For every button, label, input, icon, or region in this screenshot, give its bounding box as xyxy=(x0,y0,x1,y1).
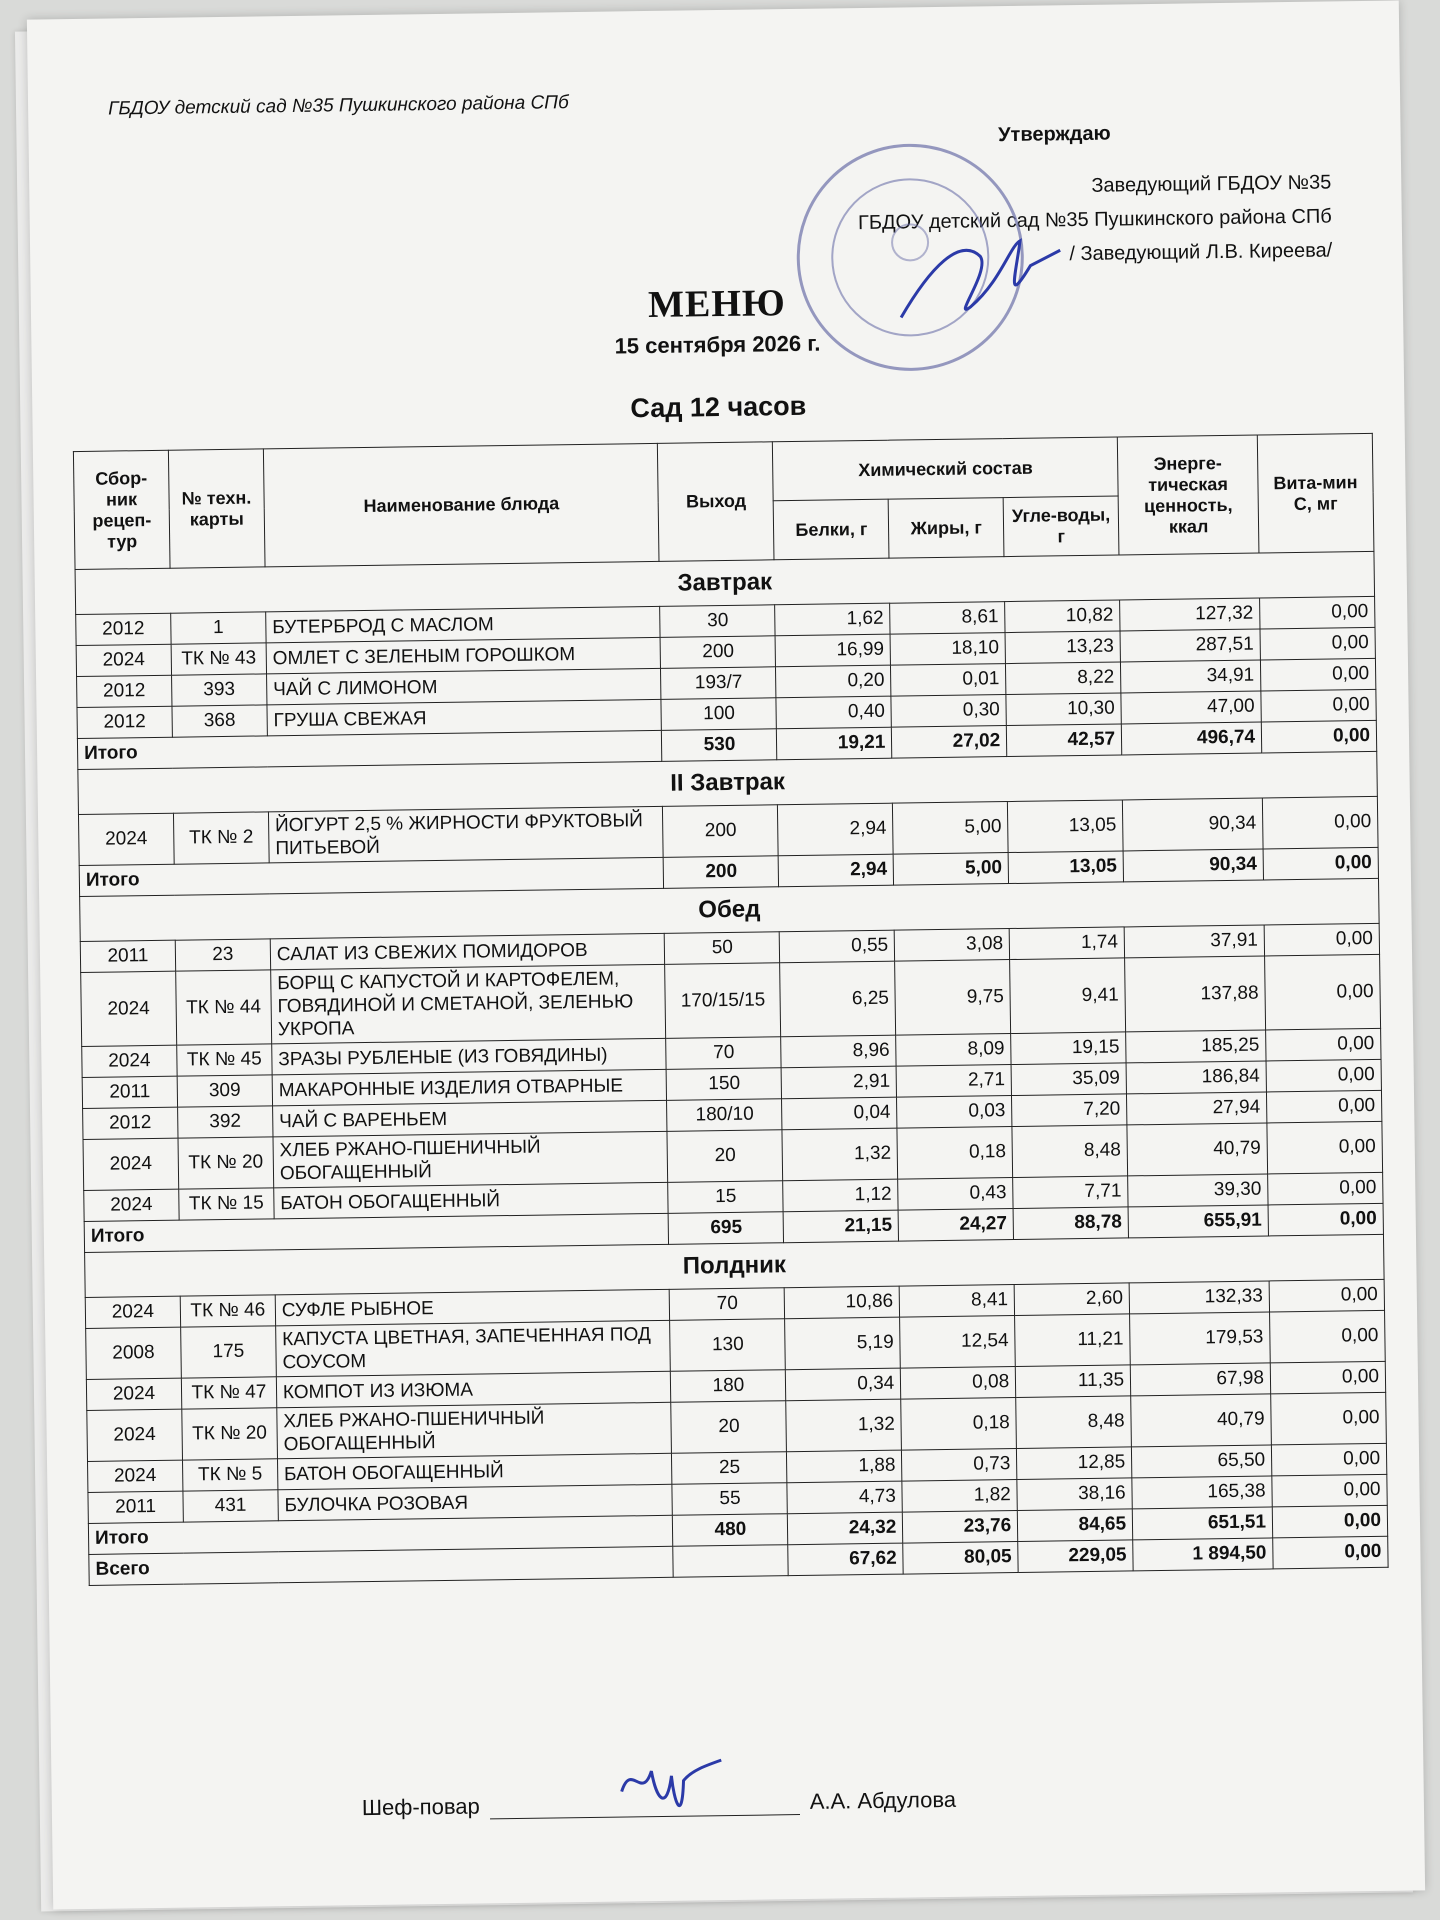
approve-line: / Заведующий Л.В. Киреева/ xyxy=(1069,239,1333,266)
table-cell: 50 xyxy=(665,932,780,965)
table-cell: 13,23 xyxy=(1005,631,1120,664)
total-cell: 27,02 xyxy=(892,726,1007,759)
table-cell: 392 xyxy=(178,1106,273,1138)
header-yield: Выход xyxy=(658,442,775,562)
table-cell: ЗРАЗЫ РУБЛЕНЫЕ (ИЗ ГОВЯДИНЫ) xyxy=(272,1038,667,1075)
table-cell: 9,41 xyxy=(1010,958,1126,1034)
section-title: II Завтрак xyxy=(78,751,1378,814)
grand-total-cell: 67,62 xyxy=(788,1543,903,1576)
header-chemical: Химический состав xyxy=(773,437,1119,501)
table-cell: 368 xyxy=(172,705,267,737)
table-cell: 180 xyxy=(671,1370,786,1403)
table-cell: 2024 xyxy=(76,644,171,676)
section-title: Полдник xyxy=(85,1234,1385,1297)
table-cell: 2024 xyxy=(85,1296,180,1328)
table-cell: 0,01 xyxy=(891,664,1006,697)
total-cell: 5,00 xyxy=(893,853,1008,886)
table-cell: БАТОН ОБОГАЩЕННЫЙ xyxy=(277,1453,672,1490)
table-cell: 34,91 xyxy=(1121,660,1261,693)
menu-table xyxy=(73,433,1389,1586)
table-cell: 2,91 xyxy=(781,1066,896,1099)
grand-total-cell: 0,00 xyxy=(1273,1536,1388,1569)
total-cell: 24,27 xyxy=(898,1209,1013,1242)
table-cell: 1,74 xyxy=(1009,927,1124,960)
table-cell: 0,00 xyxy=(1271,1443,1386,1476)
table-cell: 38,16 xyxy=(1017,1478,1132,1511)
table-cell: 3,08 xyxy=(894,929,1009,962)
table-cell: 2024 xyxy=(86,1378,181,1410)
table-cell: 0,00 xyxy=(1261,689,1376,722)
table-cell: 2024 xyxy=(81,971,177,1046)
table-cell: ТК № 20 xyxy=(182,1408,278,1460)
total-cell: 651,51 xyxy=(1132,1507,1272,1540)
table-cell: 35,09 xyxy=(1011,1063,1126,1096)
table-cell: ТК № 2 xyxy=(173,812,269,864)
table-cell: 0,00 xyxy=(1269,1279,1384,1312)
table-cell: 2024 xyxy=(83,1138,179,1190)
table-cell: 175 xyxy=(181,1326,277,1378)
table-cell: 0,00 xyxy=(1267,1121,1383,1174)
total-cell: 0,00 xyxy=(1263,847,1378,880)
table-cell: 179,53 xyxy=(1130,1312,1271,1365)
table-cell: 16,99 xyxy=(775,634,890,667)
table-cell: 70 xyxy=(670,1288,785,1321)
table-cell: БУТЕРБРОД С МАСЛОМ xyxy=(266,606,661,643)
table-cell: 20 xyxy=(667,1130,783,1183)
total-label: Итого xyxy=(79,857,664,896)
table-cell: 1,32 xyxy=(786,1399,902,1452)
table-cell: 0,00 xyxy=(1262,796,1378,849)
document-sheet xyxy=(27,1,1425,1910)
table-cell: 0,04 xyxy=(782,1097,897,1130)
table-cell: ТК № 20 xyxy=(178,1137,274,1189)
table-cell: 37,91 xyxy=(1124,925,1264,958)
table-cell: 0,55 xyxy=(780,930,895,963)
table-cell: ТК № 5 xyxy=(182,1459,277,1491)
table-cell: 185,25 xyxy=(1126,1030,1266,1063)
table-cell: 90,34 xyxy=(1122,798,1263,851)
table-cell: БОРЩ С КАПУСТОЙ И КАРТОФЕЛЕМ, ГОВЯДИНОЙ И СМЕТАНОЙ, ЗЕЛЕНЬЮ УКРОПА xyxy=(271,964,667,1044)
table-cell: 2012 xyxy=(77,675,172,707)
table-cell: 8,41 xyxy=(899,1285,1014,1318)
table-cell: 0,43 xyxy=(898,1178,1013,1211)
table-cell: 9,75 xyxy=(895,960,1011,1036)
table-cell: 186,84 xyxy=(1126,1061,1266,1094)
table-cell: 0,00 xyxy=(1266,1059,1381,1092)
table-cell: 10,30 xyxy=(1006,693,1121,726)
section-title: Завтрак xyxy=(75,551,1375,614)
table-cell: 0,30 xyxy=(891,695,1006,728)
table-cell: 193/7 xyxy=(661,667,776,700)
table-cell: 8,48 xyxy=(1016,1396,1132,1449)
grand-total-cell: 1 894,50 xyxy=(1133,1538,1273,1571)
total-cell: 2,94 xyxy=(779,854,894,887)
total-cell: 13,05 xyxy=(1008,851,1123,884)
total-cell: 0,00 xyxy=(1268,1203,1383,1236)
table-cell: 165,38 xyxy=(1132,1476,1272,1509)
table-cell: 2024 xyxy=(78,813,174,865)
table-cell: ЧАЙ С ЛИМОНОМ xyxy=(266,668,661,705)
table-cell: 2012 xyxy=(76,613,171,645)
table-cell: 2024 xyxy=(87,1409,183,1461)
table-cell: 0,00 xyxy=(1260,658,1375,691)
header-energy: Энерге-тическая ценность, ккал xyxy=(1117,435,1259,555)
table-cell: 2012 xyxy=(77,706,172,738)
table-cell: ЧАЙ С ВАРЕНЬЕМ xyxy=(272,1100,667,1137)
grand-total-cell: 229,05 xyxy=(1018,1540,1133,1573)
table-cell: 0,08 xyxy=(901,1366,1016,1399)
table-cell: 8,09 xyxy=(896,1034,1011,1067)
table-cell: ТК № 47 xyxy=(181,1377,276,1409)
table-cell: БАТОН ОБОГАЩЕННЫЙ xyxy=(274,1182,669,1219)
table-cell: 8,22 xyxy=(1006,662,1121,695)
menu-date: 15 сентября 2026 г. xyxy=(614,330,821,359)
table-cell: 2011 xyxy=(82,1076,177,1108)
header-card-number: № техн. карты xyxy=(168,449,265,568)
table-cell: 2,71 xyxy=(896,1065,1011,1098)
page-title: МЕНЮ xyxy=(647,282,786,327)
table-cell: 19,15 xyxy=(1011,1032,1126,1065)
table-cell: 2011 xyxy=(88,1491,183,1523)
chef-name: А.А. Абдулова xyxy=(809,1786,957,1814)
total-label: Итого xyxy=(77,730,662,769)
table-cell: МАКАРОННЫЕ ИЗДЕЛИЯ ОТВАРНЫЕ xyxy=(272,1069,667,1106)
table-cell: СУФЛЕ РЫБНОЕ xyxy=(275,1289,670,1326)
table-cell: 10,86 xyxy=(785,1286,900,1319)
table-cell: 1,62 xyxy=(775,603,890,636)
total-cell: 90,34 xyxy=(1123,849,1263,882)
total-label: Итого xyxy=(84,1213,669,1252)
table-cell: 1,12 xyxy=(783,1179,898,1212)
table-cell: 10,82 xyxy=(1005,600,1120,633)
table-cell: 2024 xyxy=(84,1189,179,1221)
table-cell: 55 xyxy=(672,1483,787,1516)
table-cell: БУЛОЧКА РОЗОВАЯ xyxy=(278,1484,673,1521)
total-cell: 24,32 xyxy=(788,1512,903,1545)
table-cell: 13,05 xyxy=(1008,800,1124,853)
table-cell: 137,88 xyxy=(1125,956,1266,1032)
table-cell: 7,71 xyxy=(1013,1176,1128,1209)
table-cell: ТК № 46 xyxy=(180,1295,275,1327)
table-cell: 12,54 xyxy=(900,1316,1016,1369)
table-cell: 47,00 xyxy=(1121,691,1261,724)
table-cell: 170/15/15 xyxy=(665,963,781,1039)
table-cell: 4,73 xyxy=(787,1481,902,1514)
table-cell: 0,00 xyxy=(1268,1172,1383,1205)
table-cell: 0,20 xyxy=(776,665,891,698)
group-name: Сад 12 часов xyxy=(630,390,807,424)
table-cell: ЙОГУРТ 2,5 % ЖИРНОСТИ ФРУКТОВЫЙ ПИТЬЕВОЙ xyxy=(268,806,663,863)
table-cell: 7,20 xyxy=(1012,1094,1127,1127)
table-cell: 15 xyxy=(668,1181,783,1214)
table-cell: 0,18 xyxy=(897,1127,1013,1180)
table-cell: ТК № 44 xyxy=(176,970,272,1045)
table-cell: 30 xyxy=(660,605,775,638)
table-cell: 127,32 xyxy=(1120,598,1260,631)
table-cell: 2024 xyxy=(82,1045,177,1077)
table-cell: 39,30 xyxy=(1128,1174,1268,1207)
table-cell: 1 xyxy=(171,612,266,644)
table-cell: 200 xyxy=(660,636,775,669)
table-cell: КАПУСТА ЦВЕТНАЯ, ЗАПЕЧЕННАЯ ПОД СОУСОМ xyxy=(276,1320,671,1377)
table-cell: САЛАТ ИЗ СВЕЖИХ ПОМИДОРОВ xyxy=(270,933,665,970)
approve-title: Утверждаю xyxy=(998,122,1111,147)
table-cell: 5,19 xyxy=(785,1317,901,1370)
organization-name: ГБДОУ детский сад №35 Пушкинского района СПб xyxy=(107,92,569,120)
total-cell: 42,57 xyxy=(1007,724,1122,757)
approve-line: ГБДОУ детский сад №35 Пушкинского района СПб xyxy=(857,205,1332,235)
table-cell: 65,50 xyxy=(1132,1445,1272,1478)
table-cell: ТК № 43 xyxy=(171,643,266,675)
grand-total-label: Всего xyxy=(89,1546,674,1585)
total-cell: 88,78 xyxy=(1013,1207,1128,1240)
header-carbs: Угле-воды, г xyxy=(1003,496,1119,557)
total-cell: 0,00 xyxy=(1272,1505,1387,1538)
table-cell: 70 xyxy=(666,1037,781,1070)
total-cell: 496,74 xyxy=(1121,722,1261,755)
table-cell: 0,00 xyxy=(1271,1392,1387,1445)
table-cell: 0,00 xyxy=(1266,1090,1381,1123)
table-cell: 200 xyxy=(663,805,779,858)
header-fat: Жиры, г xyxy=(888,498,1004,559)
total-cell: 480 xyxy=(673,1514,788,1547)
menu-table-body xyxy=(75,551,1388,1585)
table-cell: 27,94 xyxy=(1127,1092,1267,1125)
table-cell: 0,03 xyxy=(897,1096,1012,1129)
total-cell: 200 xyxy=(664,856,779,889)
table-cell: ТК № 45 xyxy=(177,1044,272,1076)
table-cell: 1,32 xyxy=(782,1128,898,1181)
table-cell: ОМЛЕТ С ЗЕЛЕНЫМ ГОРОШКОМ xyxy=(266,637,661,674)
total-cell: 21,15 xyxy=(783,1210,898,1243)
grand-total-cell xyxy=(673,1545,788,1578)
table-cell: 0,00 xyxy=(1266,1028,1381,1061)
table-cell: КОМПОТ ИЗ ИЗЮМА xyxy=(276,1371,671,1408)
table-cell: 2,60 xyxy=(1014,1283,1129,1316)
header-dish-name: Наименование блюда xyxy=(263,443,659,566)
total-cell: 23,76 xyxy=(903,1510,1018,1543)
table-cell: 393 xyxy=(171,674,266,706)
table-cell: 8,48 xyxy=(1012,1125,1128,1178)
total-cell: 655,91 xyxy=(1128,1205,1268,1238)
table-cell: ГРУША СВЕЖАЯ xyxy=(267,699,662,736)
table-cell: 0,73 xyxy=(902,1448,1017,1481)
table-cell: 8,61 xyxy=(890,602,1005,635)
table-cell: 2024 xyxy=(88,1460,183,1492)
table-cell: 6,25 xyxy=(780,961,896,1037)
total-cell: 0,00 xyxy=(1261,720,1376,753)
table-cell: 2008 xyxy=(86,1327,182,1379)
table-cell: 0,00 xyxy=(1270,1310,1386,1363)
table-cell: 23 xyxy=(175,939,270,971)
table-cell: 0,00 xyxy=(1265,954,1381,1030)
table-cell: 287,51 xyxy=(1120,629,1260,662)
table-cell: 2012 xyxy=(83,1107,178,1139)
table-cell: 1,82 xyxy=(902,1479,1017,1512)
total-cell: 530 xyxy=(662,729,777,762)
table-cell: 431 xyxy=(183,1490,278,1522)
table-cell: 40,79 xyxy=(1127,1123,1268,1176)
chef-signature xyxy=(611,1740,732,1832)
table-cell: 2,94 xyxy=(778,803,894,856)
table-cell: 11,21 xyxy=(1015,1314,1131,1367)
table-cell: 12,85 xyxy=(1017,1447,1132,1480)
table-cell: 67,98 xyxy=(1130,1363,1270,1396)
table-cell: 0,00 xyxy=(1260,596,1375,629)
table-cell: 0,34 xyxy=(786,1368,901,1401)
header-vitamin: Вита-мин С, мг xyxy=(1257,433,1374,553)
table-cell: 130 xyxy=(670,1319,786,1372)
table-cell: 180/10 xyxy=(667,1099,782,1132)
total-cell: 19,21 xyxy=(777,727,892,760)
table-cell: 309 xyxy=(177,1075,272,1107)
table-cell: 0,00 xyxy=(1264,923,1379,956)
table-cell: 0,00 xyxy=(1272,1474,1387,1507)
header-collection: Сбор-ник рецеп-тур xyxy=(73,450,170,569)
table-cell: 40,79 xyxy=(1131,1394,1272,1447)
table-cell: 2011 xyxy=(80,940,175,972)
table-cell: 0,00 xyxy=(1260,627,1375,660)
table-cell: 132,33 xyxy=(1129,1281,1269,1314)
table-cell: ХЛЕБ РЖАНО-ПШЕНИЧНЫЙ ОБОГАЩЕННЫЙ xyxy=(277,1402,672,1459)
table-cell: 11,35 xyxy=(1015,1365,1130,1398)
total-cell: 84,65 xyxy=(1017,1509,1132,1542)
table-cell: 18,10 xyxy=(890,633,1005,666)
table-cell: 8,96 xyxy=(781,1035,896,1068)
total-label: Итого xyxy=(88,1515,673,1554)
approve-line: Заведующий ГБДОУ №35 xyxy=(1091,171,1332,197)
table-cell: ХЛЕБ РЖАНО-ПШЕНИЧНЫЙ ОБОГАЩЕННЫЙ xyxy=(273,1131,668,1188)
title-block xyxy=(31,272,1405,432)
table-cell: 0,18 xyxy=(901,1397,1017,1450)
table-cell: 100 xyxy=(661,698,776,731)
table-cell: 0,00 xyxy=(1270,1361,1385,1394)
table-cell: 25 xyxy=(672,1452,787,1485)
table-cell: ТК № 15 xyxy=(179,1188,274,1220)
header-protein: Белки, г xyxy=(774,499,890,560)
table-cell: 1,88 xyxy=(787,1450,902,1483)
table-cell: 5,00 xyxy=(893,802,1009,855)
grand-total-cell: 80,05 xyxy=(903,1541,1018,1574)
table-cell: 150 xyxy=(667,1068,782,1101)
section-title: Обед xyxy=(80,878,1380,941)
table-cell: 0,40 xyxy=(776,696,891,729)
chef-role: Шеф-повар xyxy=(361,1793,480,1821)
total-cell: 695 xyxy=(669,1212,784,1245)
table-cell: 20 xyxy=(671,1401,787,1454)
